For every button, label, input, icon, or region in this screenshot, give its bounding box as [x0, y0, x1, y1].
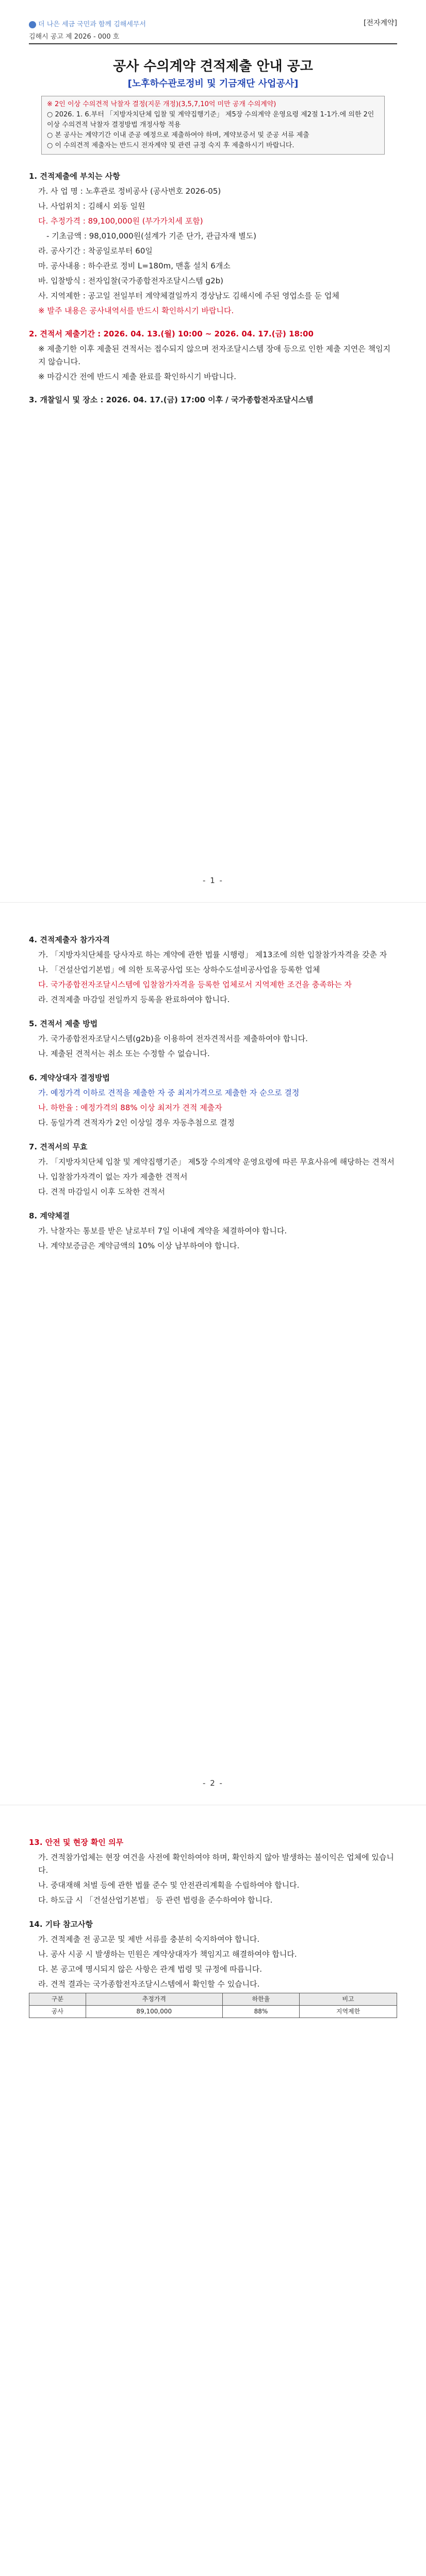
- note-line: ※ 2인 이상 수의견적 낙찰자 결정(지문 개정)(3,5,7,10억 미만 공개 수의계약): [47, 100, 276, 108]
- section-line: 나. 중대재해 처벌 등에 관한 법률 준수 및 안전관리계획을 수립하여야 합니다.: [38, 1880, 300, 1890]
- page-3: [0, 1805, 426, 2576]
- section-line: ※ 마감시간 전에 반드시 제출 완료를 확인하시기 바랍니다.: [38, 372, 236, 381]
- section-line: 라. 공사기간 : 착공일로부터 60일: [38, 246, 153, 256]
- section-line: ※ 발주 내용은 공사내역서를 반드시 확인하시기 바랍니다.: [38, 306, 234, 315]
- section-line: 다. 국가종합전자조달시스템에 입찰참가자격을 등록한 업체로서 지역제한 조건을 충족하는 자: [38, 980, 352, 989]
- table-header-cell: 추정가격: [86, 1993, 222, 2006]
- section-line: 사. 지역제한 : 공고일 전일부터 계약체결일까지 경상남도 김해시에 주된 영업소를 둔 업체: [38, 291, 339, 300]
- section-line: 가. 견적제출 전 공고문 및 제반 서류를 충분히 숙지하여야 합니다.: [38, 1935, 260, 1944]
- section-line: 가. 사 업 명 : 노후관로 정비공사 (공사번호 2026-05): [38, 187, 221, 196]
- page-number: - 1 -: [203, 876, 223, 885]
- table-cell: 공사: [29, 2006, 86, 2018]
- table-header-cell: 구분: [29, 1993, 86, 2006]
- table-cell: 89,100,000: [86, 2006, 222, 2018]
- notice-notes: [41, 96, 385, 155]
- table-header-cell: 하한율: [222, 1993, 299, 2006]
- section-line: 가. 「지방자치단체 입찰 및 계약집행기준」 제5장 수의계약 운영요령에 따른 무효사유에 해당하는 견적서: [38, 1157, 395, 1166]
- section-line: 다. 하도급 시 「건설산업기본법」 등 관련 법령을 준수하여야 합니다.: [38, 1895, 273, 1905]
- section-heading: 1. 견적제출에 부치는 사항: [29, 172, 120, 181]
- section-line: 마. 공사내용 : 하수관로 정비 L=180m, 맨홀 설치 6개소: [38, 261, 231, 270]
- note-line: ○ 본 공사는 계약기간 이내 준공 예정으로 제출하여야 하며, 계약보증서 및 준공 서류 제출: [47, 131, 309, 139]
- section-line: - 기초금액 : 98,010,000원(설계가 기준 단가, 관급자재 별도): [46, 231, 257, 241]
- section-line: 가. 「지방자치단체를 당사자로 하는 계약에 관한 법률 시행령」 제13조에 의한 입찰참가자격을 갖춘 자: [38, 950, 387, 959]
- summary-table: [29, 1993, 397, 2018]
- category-tag: [전자계약]: [363, 19, 397, 27]
- section-line: 나. 공사 시공 시 발생하는 민원은 계약상대자가 책임지고 해결하여야 합니다.: [38, 1950, 297, 1959]
- section-line: 다. 동일가격 견적자가 2인 이상일 경우 자동추첨으로 결정: [38, 1118, 235, 1127]
- section-line: 라. 견적제출 마감일 전일까지 등록을 완료하여야 합니다.: [38, 995, 230, 1004]
- section-line: 라. 견적 결과는 국가종합전자조달시스템에서 확인할 수 있습니다.: [38, 1979, 260, 1989]
- section-line: 나. 하한율 : 예정가격의 88% 이상 최저가 견적 제출자: [38, 1103, 222, 1112]
- notice-title: 공사 수의계약 견적제출 안내 공고: [113, 59, 313, 74]
- section-line: 나. 제출된 견적서는 취소 또는 수정할 수 없습니다.: [38, 1049, 210, 1058]
- section-line: 다. 추정가격 : 89,100,000원 (부가가치세 포함): [38, 216, 203, 226]
- note-line: ○ 이 수의견적 제출자는 반드시 전자계약 및 관련 규정 숙지 후 제출하시기 바랍니다.: [47, 142, 294, 149]
- section-line: 가. 낙찰자는 통보를 받은 날로부터 7일 이내에 계약을 체결하여야 합니다.: [38, 1226, 287, 1235]
- section-line: 다. 견적 마감일시 이후 도착한 견적서: [38, 1187, 165, 1196]
- section-line: 나. 입찰참가자격이 없는 자가 제출한 견적서: [38, 1172, 188, 1181]
- logo-icon: [29, 21, 36, 28]
- section-line: 가. 예정가격 이하로 견적을 제출한 자 중 최저가격으로 제출한 자 순으로 결정: [38, 1088, 300, 1097]
- section-line: 바. 입찰방식 : 전자입찰(국가종합전자조달시스템 g2b): [38, 276, 223, 285]
- note-line: ○ 2026. 1. 6.부터 「지방자치단체 입찰 및 계약집행기준」 제5장 수의계약 운영요령 제2절 1-1가.에 의한 2인 이상 수의견적 낙찰자 결정방법 개정사항 적용: [47, 111, 374, 129]
- section-heading: 3. 개찰일시 및 장소 : 2026. 04. 17.(금) 17:00 이후 / 국가종합전자조달시스템: [29, 395, 314, 404]
- table-cell: 지역제한: [300, 2006, 397, 2018]
- p2-body: [29, 934, 397, 1255]
- section-heading: 8. 계약체결: [29, 1211, 70, 1221]
- p3-body: [29, 1836, 397, 2022]
- section-heading: 14. 기타 참고사항: [29, 1920, 93, 1929]
- table-cell: 88%: [222, 2006, 299, 2018]
- section-line: 다. 본 공고에 명시되지 않은 사항은 관계 법령 및 규정에 따릅니다.: [38, 1964, 262, 1974]
- agency-logo: 더 나은 세금 국민과 함께 김해세무서: [29, 19, 146, 28]
- section-heading: 4. 견적제출자 참가자격: [29, 935, 110, 944]
- section-heading: 6. 계약상대자 결정방법: [29, 1073, 110, 1082]
- table-header-cell: 비고: [300, 1993, 397, 2006]
- p1-body: [29, 170, 397, 409]
- section-line: 나. 계약보증금은 계약금액의 10% 이상 납부하여야 합니다.: [38, 1241, 240, 1250]
- doc-number: 김해시 공고 제 2026 - 000 호: [29, 33, 120, 41]
- section-line: 나. 「건설산업기본법」에 의한 토목공사업 또는 상하수도설비공사업을 등록한 업체: [38, 965, 320, 974]
- page-number: - 2 -: [203, 1778, 223, 1788]
- notice-subtitle: [노후하수관로정비 및 기금재단 사업공사]: [127, 78, 299, 89]
- section-line: 나. 사업위치 : 김해시 외동 일원: [38, 201, 145, 211]
- table-row: [29, 2006, 397, 2018]
- section-line: 가. 국가종합전자조달시스템(g2b)을 이용하여 전자견적서를 제출하여야 합니다.: [38, 1034, 308, 1043]
- header-divider: [29, 43, 397, 44]
- section-heading: 7. 견적서의 무효: [29, 1142, 88, 1151]
- page-2: [0, 903, 426, 1805]
- page-1: [0, 0, 426, 903]
- section-heading: 5. 견적서 제출 방법: [29, 1019, 98, 1028]
- table-header-row: [29, 1993, 397, 2006]
- section-heading: 13. 안전 및 현장 확인 의무: [29, 1838, 124, 1847]
- section-line: 가. 견적참가업체는 현장 여건을 사전에 확인하여야 하며, 확인하지 않아 발생하는 불이익은 업체에 있습니다.: [38, 1853, 394, 1875]
- section-heading: 2. 견적서 제출기간 : 2026. 04. 13.(월) 10:00 ~ 2026. 04. 17.(금) 18:00: [29, 329, 314, 338]
- section-line: ※ 제출기한 이후 제출된 견적서는 접수되지 않으며 전자조달시스템 장애 등으로 인한 제출 지연은 책임지지 않습니다.: [38, 344, 391, 366]
